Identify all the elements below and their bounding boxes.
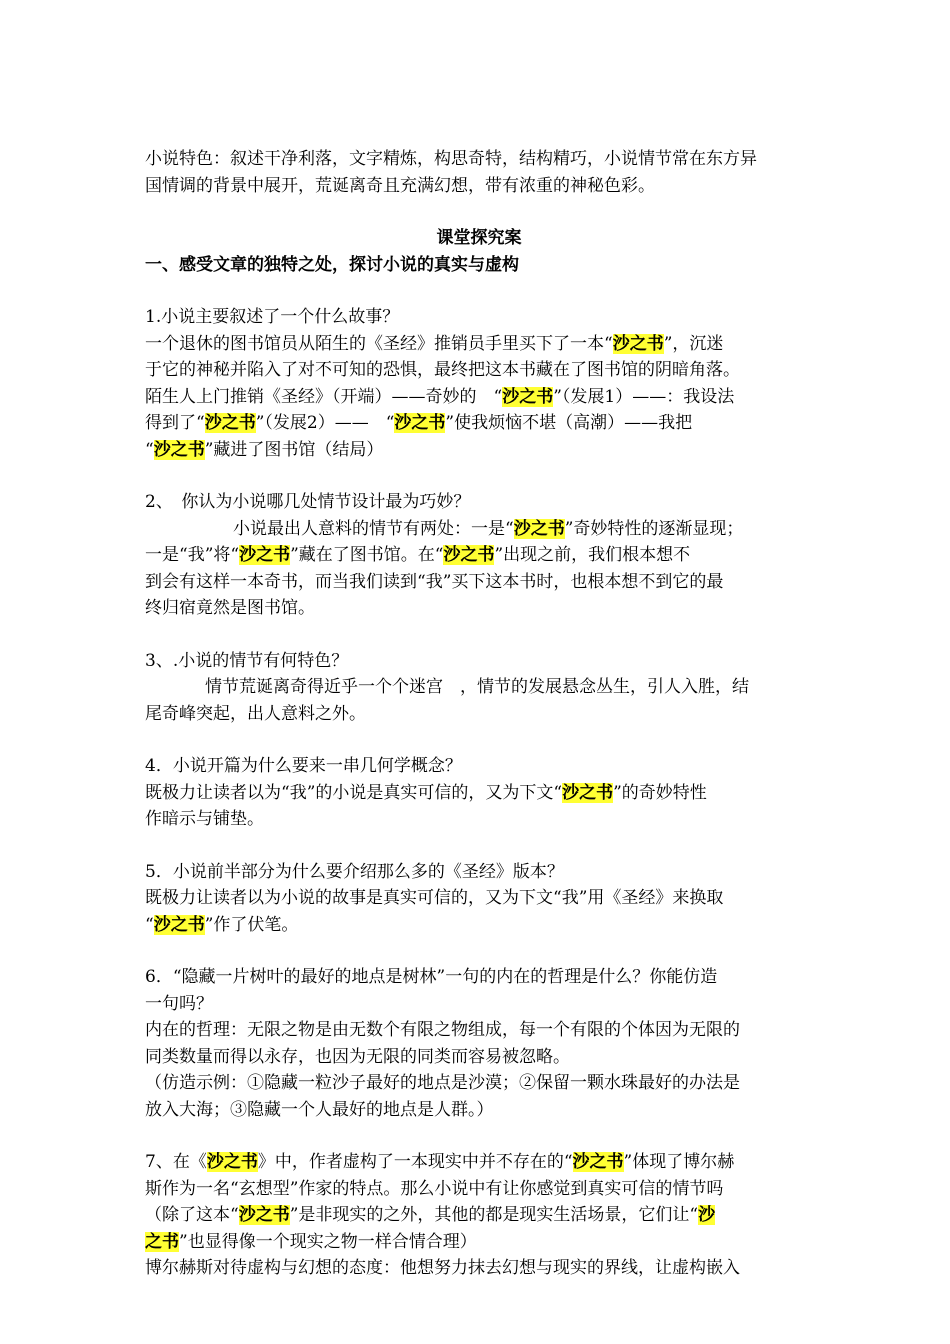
q5-answer: 既极力让读者以为小说的故事是真实可信的，又为下文“我”用《圣经》来换取 “沙之书”作了伏笔。 bbox=[145, 888, 724, 935]
q4-answer: 既极力让读者以为“我”的小说是真实可信的，又为下文“沙之书”的奇妙特性 作暗示与铺垫。 bbox=[145, 782, 707, 829]
q7-answer: 博尔赫斯对待虚构与幻想的态度：他想努力抹去幻想与现实的界线，让虚构嵌入 bbox=[145, 1258, 740, 1278]
document-page bbox=[145, 146, 813, 1282]
q4-question: 4．小说开篇为什么要来一串几何学概念？ bbox=[145, 756, 462, 776]
q5-question: 5．小说前半部分为什么要介绍那么多的《圣经》版本？ bbox=[145, 861, 564, 882]
intro-line-2: 国情调的背景中展开，荒诞离奇且充满幻想，带有浓重的神秘色彩。 bbox=[145, 175, 655, 196]
highlight-term: 之书 bbox=[145, 1231, 179, 1252]
q1-answer: 一个退休的图书馆员从陌生的《圣经》推销员手里买下了一本“沙之书”，沉迷 于它的神秘并陷入了对不可知的恐惧，最终把这本书藏在了图书馆的阴暗角落。 陌生人上门推销《圣经》（开端）——奇妙的 “沙之书”（发展1）——：我设法 得到了“沙之书”（发展2）—— “沙之书”使我烦恼不堪（高潮）——我把 “沙之书”藏进了图书馆（结局） bbox=[145, 333, 740, 460]
highlight-term: 沙之书 bbox=[394, 413, 446, 433]
intro-line-1: 小说特色：叙述干净利落，文字精炼，构思奇特，结构精巧，小说情节常在东方异 bbox=[145, 149, 757, 169]
highlight-term: 沙之书 bbox=[239, 545, 291, 565]
highlight-term: 沙 bbox=[698, 1205, 716, 1225]
highlight-term: 沙之书 bbox=[502, 386, 554, 407]
highlight-term: 沙之书 bbox=[572, 1152, 624, 1172]
q2-answer: 小说最出人意料的情节有两处：一是“沙之书”奇妙特性的逐渐显现； 一是“我”将“沙之书”藏在了图书馆。在“沙之书”出现之前，我们根本想不 到会有这样一本奇书，而当我们读到“我”买下这本书时，也根本想不到它的最 终归宿竟然是图书馆。 bbox=[145, 518, 744, 618]
heading-1: 一、感受文章的独特之处，探讨小说的真实与虚构 bbox=[145, 254, 519, 275]
highlight-term: 沙之书 bbox=[443, 545, 495, 565]
highlight-term: 沙之书 bbox=[153, 914, 205, 935]
highlight-term: 沙之书 bbox=[153, 439, 205, 460]
highlight-term: 沙之书 bbox=[206, 1152, 258, 1172]
q3-answer: 情节荒诞离奇得近乎一个个迷宫 ，情节的发展悬念丛生，引人入胜，结 尾奇峰突起，出人意料之外。 bbox=[145, 677, 749, 724]
q1-question: 1.小说主要叙述了一个什么故事？ bbox=[145, 307, 400, 327]
q6-answer: 内在的哲理：无限之物是由无数个有限之物组成，每一个有限的个体因为无限的 同类数量而得以永存，也因为无限的同类而容易被忽略。 （仿造示例：①隐藏一粒沙子最好的地点是沙漠；②保留一颗水珠最好的办法是 放入大海；③隐藏一个人最好的地点是人群。） bbox=[145, 1020, 740, 1120]
q6-question: 6．“隐藏一片树叶的最好的地点是树林”一句的内在的哲理是什么？你能仿造 一句吗？ bbox=[145, 967, 718, 1014]
q2-question: 2、 你认为小说哪几处情节设计最为巧妙？ bbox=[145, 492, 471, 512]
highlight-term: 沙之书 bbox=[204, 413, 256, 433]
highlight-term: 沙之书 bbox=[238, 1205, 290, 1225]
highlight-term: 沙之书 bbox=[562, 782, 614, 803]
q7-question: 7、在《沙之书》中，作者虚构了一本现实中并不存在的“沙之书”体现了博尔赫 斯作为一名“玄想型”作家的特点。那么小说中有让你感觉到真实可信的情节吗 （除了这本“沙之书”是非现实的之外，其他的都是现实生活场景，它们让“沙 之书”也显得像一个现实之物一样合情合理） bbox=[145, 1152, 735, 1252]
section-title: 课堂探究案 bbox=[436, 228, 522, 248]
q3-question: 3、.小说的情节有何特色？ bbox=[145, 650, 349, 671]
intro-paragraph bbox=[145, 146, 813, 199]
highlight-term: 沙之书 bbox=[612, 333, 664, 354]
highlight-term: 沙之书 bbox=[513, 518, 565, 539]
